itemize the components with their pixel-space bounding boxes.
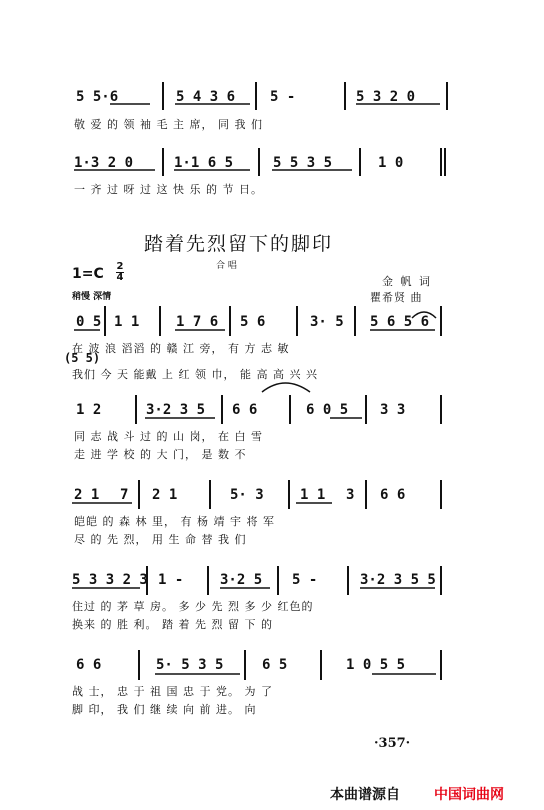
row1-notes-m1: 0 5 <box>76 314 102 330</box>
site-name-link[interactable]: 中国词曲网 <box>434 787 504 803</box>
time-signature-top: 2 <box>116 261 124 272</box>
row5-lyrics-verse2: 脚 印， 我 们 继 续 向 前 进。 向 <box>72 703 257 716</box>
top-row2-notes-m3: 5 5 3 5 <box>273 155 333 171</box>
row5-notes-m1: 6 6 <box>76 657 102 673</box>
row2-lyrics-verse1: 同 志 战 斗 过 的 山 岗， 在 白 雪 <box>74 430 263 443</box>
top-row1-notes-m2: 5 4 3 6 <box>176 89 236 105</box>
top-row1-notes-m1: 5 5·6 <box>76 89 119 105</box>
time-signature-bottom: 4 <box>116 272 124 283</box>
row3-lyrics-verse1: 皑皑 的 森 林 里， 有 杨 靖 宇 将 军 <box>74 515 275 528</box>
row3-notes-m1a: 2 1 <box>74 487 100 503</box>
row1-notes-m3: 1 7 6 <box>176 314 219 330</box>
row4-lyrics-verse1: 住过 的 茅 草 房。 多 少 先 烈 多 少 红色的 <box>72 600 314 613</box>
page-number: ·357· <box>374 736 411 751</box>
row1-notes-m4: 5 6 <box>240 314 266 330</box>
row1-lyrics-verse2: 我们 今 天 能戴 上 红 领 巾， 能 高 高 兴 兴 <box>72 368 318 381</box>
row5-notes-m2: 5· 5 3 5 <box>156 657 224 673</box>
row3-notes-m1b: 7 <box>120 487 129 503</box>
row5-notes-m3: 6 5 <box>262 657 288 673</box>
row4-notes-m2: 1 - <box>158 572 184 588</box>
tempo-marking: 稍慢 深情 <box>72 292 112 302</box>
top-row1-notes-m3: 5 - <box>270 89 296 105</box>
row4-notes-m4: 5 - <box>292 572 318 588</box>
row3-notes-m4a: 1 1 <box>300 487 326 503</box>
row3-notes-m3: 5· 3 <box>230 487 264 503</box>
row5-lyrics-verse1: 战 士， 忠 于 祖 国 忠 于 党。 为 了 <box>72 685 273 698</box>
row2-notes-m1: 1 2 <box>76 402 102 418</box>
source-text: 本曲谱源自 <box>330 787 400 803</box>
row4-notes-m5: 3·2 3 5 5 <box>360 572 436 588</box>
top-row2-notes-m2: 1·1 6 5 <box>174 155 234 171</box>
song-title: 踏着先烈留下的脚印 <box>144 233 334 255</box>
top-row2-notes-m4: 1 0 <box>378 155 404 171</box>
row5-notes-m4: 1 0 5 5 <box>346 657 406 673</box>
row1-lyrics-verse1: 在 波 浪 滔滔 的 赣 江 旁， 有 方 志 敏 <box>72 342 290 355</box>
row2-notes-m2: 3·2 3 5 <box>146 402 206 418</box>
row4-lyrics-verse2: 换来 的 胜 利。 踏 着 先 烈 留 下 的 <box>72 618 273 631</box>
key-signature: 1=C <box>72 266 104 282</box>
top-row1-lyrics: 敬 爱 的 领 袖 毛 主 席， 同 我 们 <box>74 118 263 131</box>
lyricist-credit: 金 帆 词 <box>382 275 432 288</box>
row3-notes-m2: 2 1 <box>152 487 178 503</box>
row2-notes-m5: 3 3 <box>380 402 406 418</box>
row3-notes-m5: 6 6 <box>380 487 406 503</box>
row1-notes-m6: 5 6 5 6 <box>370 314 430 330</box>
composer-credit: 瞿希贤 曲 <box>370 291 423 304</box>
top-row2-lyrics: 一 齐 过 呀 过 这 快 乐 的 节 日。 <box>74 183 263 196</box>
row1-notes-m2: 1 1 <box>114 314 140 330</box>
row3-notes-m4b: 3 <box>346 487 355 503</box>
row2-notes-m3: 6 6 <box>232 402 258 418</box>
row2-notes-m4: 6 0 5 <box>306 402 349 418</box>
row1-notes-m5: 3· 5 <box>310 314 344 330</box>
top-row2-notes-m1: 1·3 2 0 <box>74 155 134 171</box>
row1-pickup-notes: (5 5) <box>64 351 101 365</box>
row3-lyrics-verse2: 尽 的 先 烈， 用 生 命 替 我 们 <box>74 533 247 546</box>
row2-lyrics-verse2: 走 进 学 校 的 大 门， 是 数 不 <box>74 448 247 461</box>
time-signature <box>116 262 124 283</box>
song-subtitle: 合 唱 <box>216 261 237 271</box>
row4-notes-m3: 3·2 5 <box>220 572 263 588</box>
top-row1-notes-m4: 5 3 2 0 <box>356 89 416 105</box>
row4-notes-m1: 5 3 3 2 3 <box>72 572 148 588</box>
